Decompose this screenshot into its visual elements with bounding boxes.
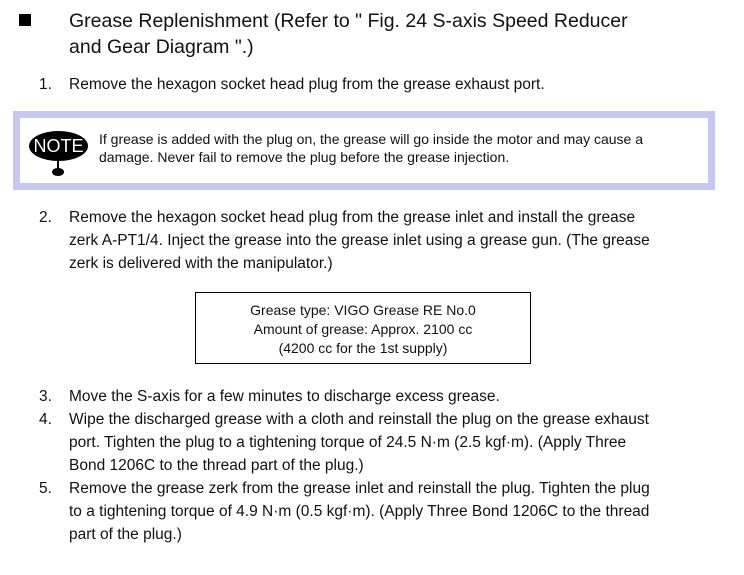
grease-spec-box: [195, 292, 531, 364]
grease-first-supply: (4200 cc for the 1st supply): [278, 340, 448, 356]
note-badge-dot: [52, 168, 64, 176]
step-5-line-1: Remove the grease zerk from the grease inlet and reinstall the plug. Tighten the plug: [69, 480, 650, 497]
step-3-number: 3.: [39, 388, 52, 405]
step-2-line-2: zerk A-PT1/4. Inject the grease into the grease inlet using a grease gun. (The grease: [69, 232, 650, 249]
note-line-1: If grease is added with the plug on, the grease will go inside the motor and may cause a: [99, 131, 643, 147]
note-text: [99, 130, 709, 166]
note-badge-icon: NOTE: [29, 131, 88, 161]
step-5-line-3: part of the plug.): [69, 526, 182, 543]
step-4-line-3: Bond 1206C to the thread part of the plug.): [69, 457, 364, 474]
step-2-line-1: Remove the hexagon socket head plug from the grease inlet and install the grease: [69, 209, 636, 226]
step-5-text: [69, 477, 739, 546]
section-bullet: [19, 14, 31, 26]
grease-amount: Amount of grease: Approx. 2100 cc: [253, 321, 473, 337]
note-box: [13, 111, 715, 190]
heading-line-1: Grease Replenishment (Refer to " Fig. 24 S-axis Speed Reducer: [69, 10, 628, 32]
step-5-number: 5.: [39, 480, 52, 497]
step-4-text: [69, 408, 739, 477]
step-1-line-1: Remove the hexagon socket head plug from the grease exhaust port.: [69, 76, 545, 93]
step-1-text: [69, 73, 729, 96]
step-4-line-2: port. Tighten the plug to a tightening torque of 24.5 N·m (2.5 kgf·m). (Apply Three: [69, 434, 627, 451]
note-box-inner: [20, 118, 708, 183]
step-2-text: [69, 206, 739, 275]
step-2-line-3: zerk is delivered with the manipulator.): [69, 255, 333, 272]
grease-type: Grease type: VIGO Grease RE No.0: [250, 302, 476, 318]
note-line-2: damage. Never fail to remove the plug before the grease injection.: [99, 149, 510, 165]
step-2-number: 2.: [39, 209, 52, 226]
step-3-line-1: Move the S-axis for a few minutes to discharge excess grease.: [69, 388, 500, 405]
step-5-line-2: to a tightening torque of 4.9 N·m (0.5 kgf·m). (Apply Three Bond 1206C to the thread: [69, 503, 650, 520]
step-4-line-1: Wipe the discharged grease with a cloth and reinstall the plug on the grease exhaust: [69, 411, 649, 428]
heading-line-2: and Gear Diagram ".): [69, 36, 254, 58]
section-heading: [69, 8, 729, 60]
step-4-number: 4.: [39, 411, 52, 428]
step-1-number: 1.: [39, 76, 52, 93]
step-3-text: [69, 385, 729, 408]
